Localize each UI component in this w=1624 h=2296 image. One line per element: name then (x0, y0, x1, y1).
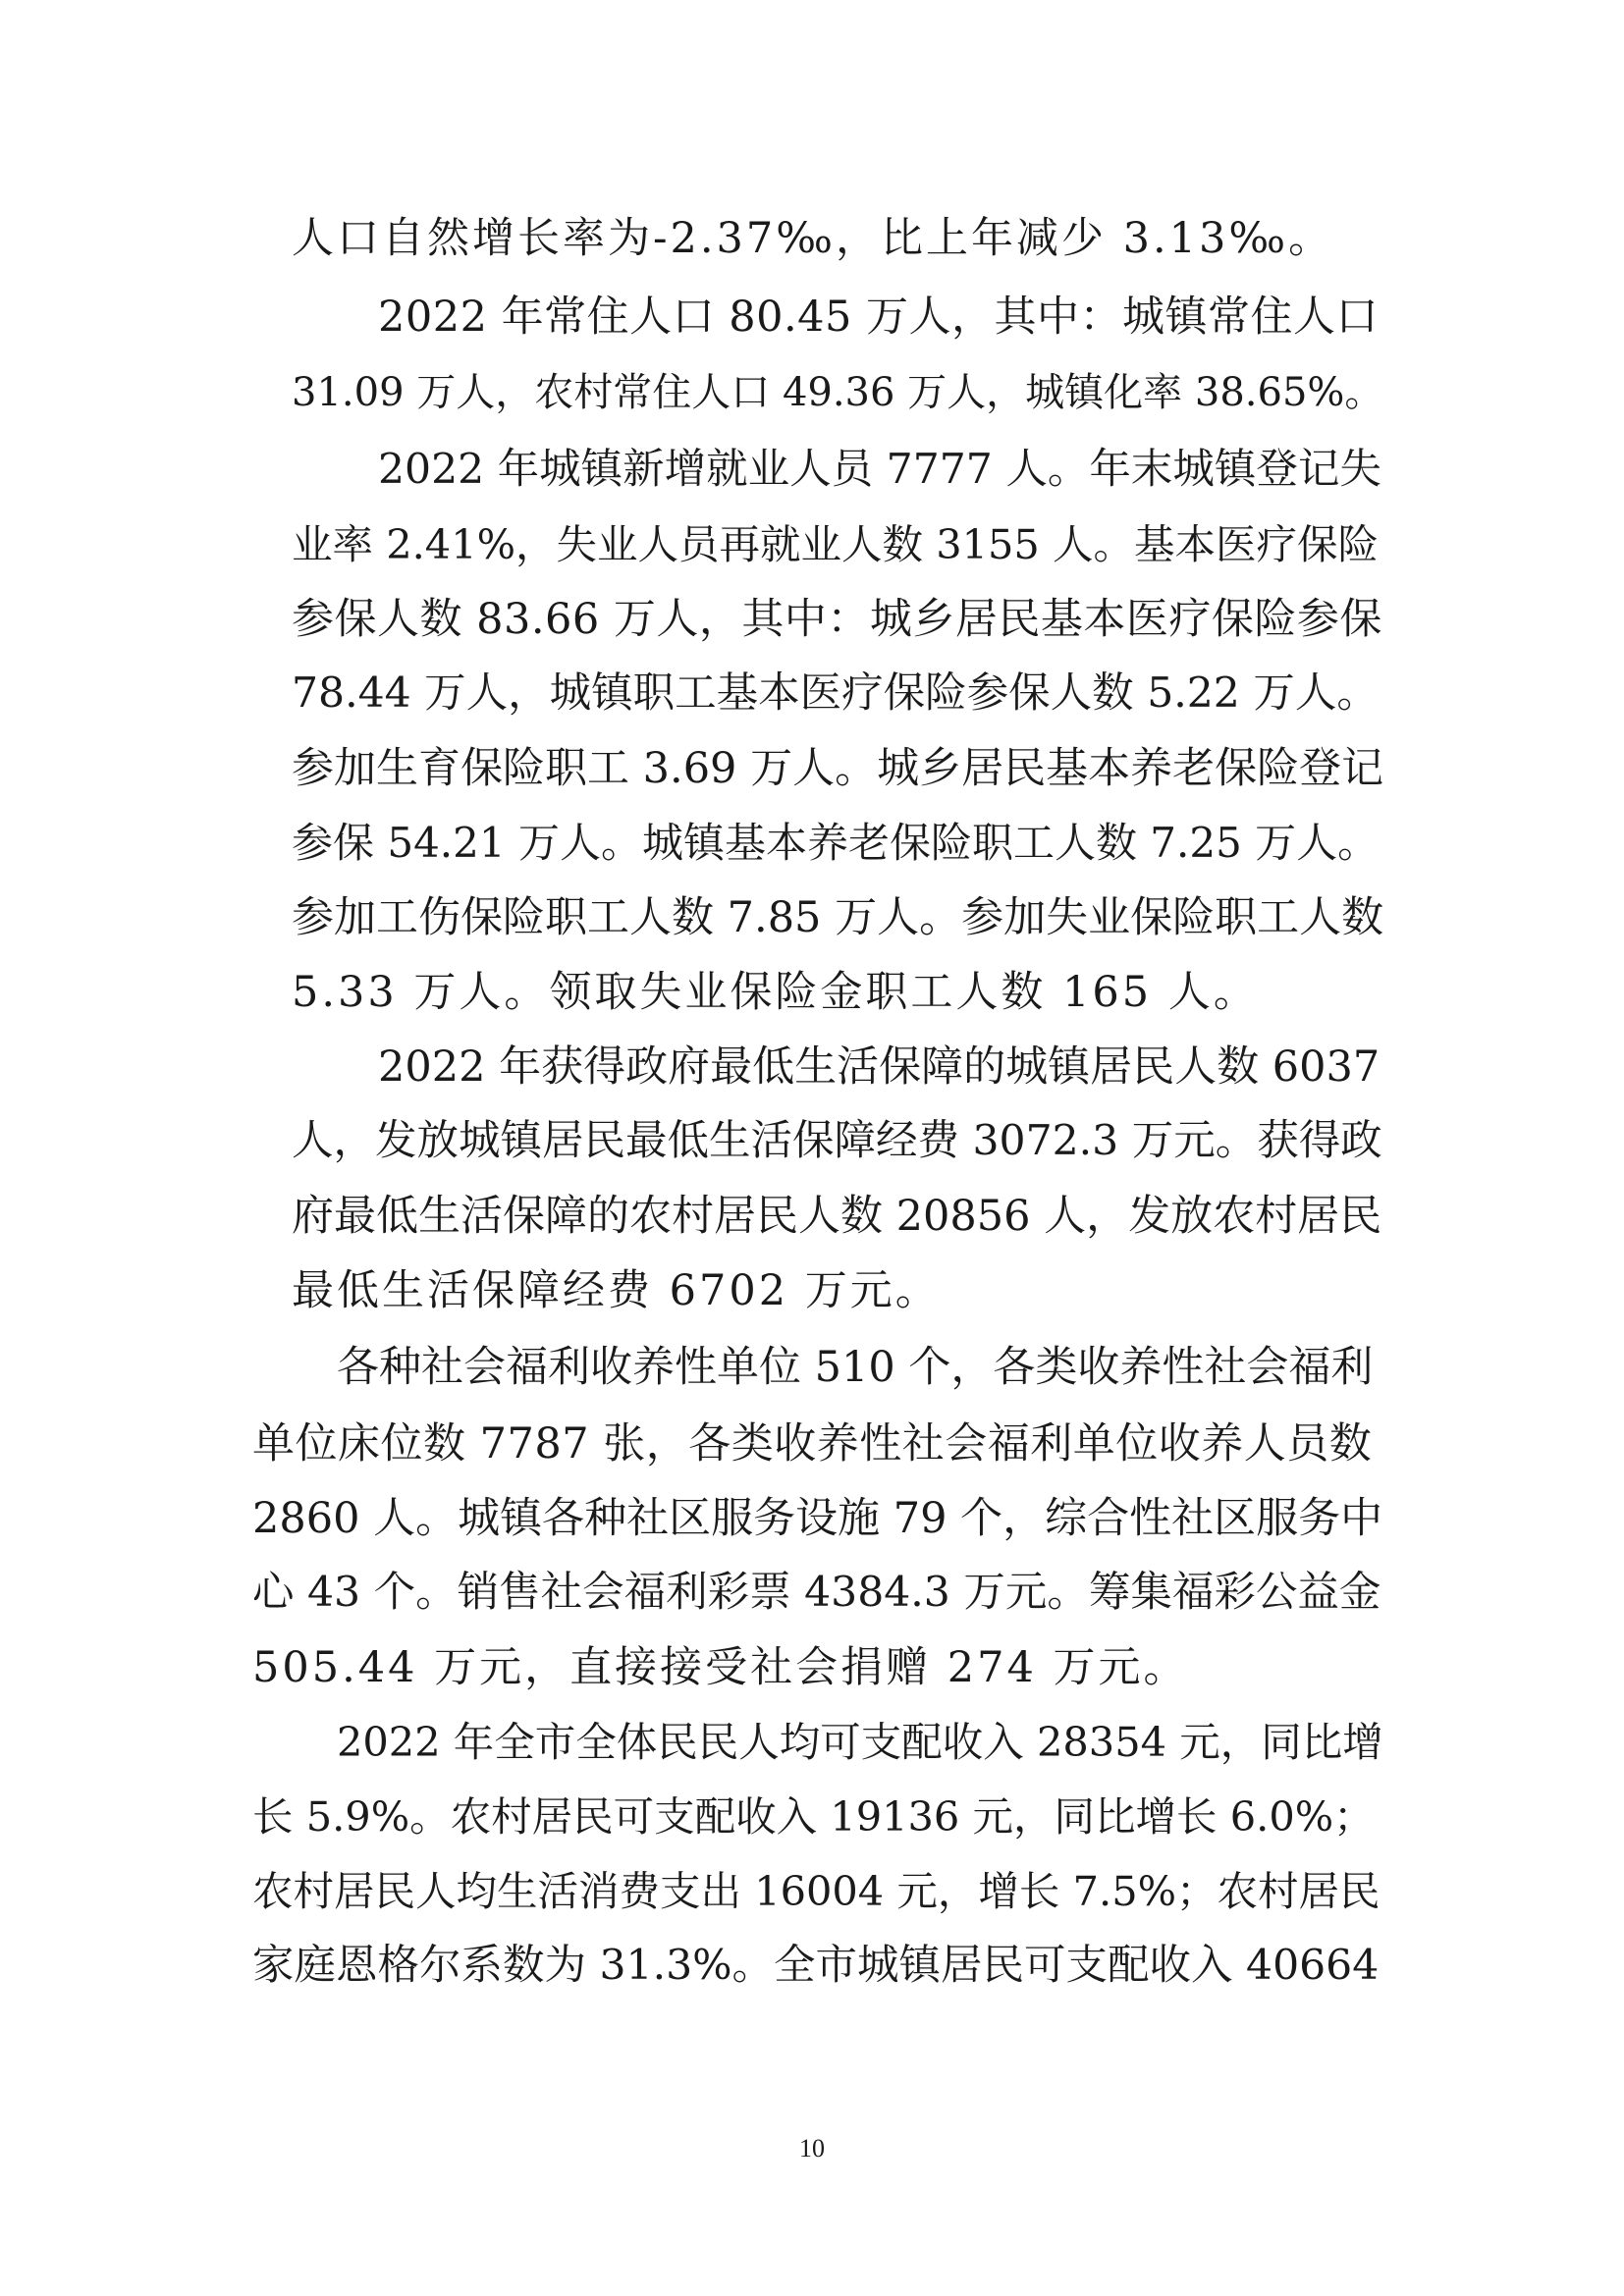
text-line-21: 2022 年全市全体民民人均可支配收入 28354 元，同比增 (337, 1718, 1383, 1766)
text-line-2: 2022 年常住人口 80.45 万人，其中：城镇常住人口 (378, 293, 1380, 342)
text-line-16: 各种社会福利收养性单位 510 个，各类收养性社会福利 (337, 1343, 1374, 1392)
text-line-7: 78.44 万人，城镇职工基本医疗保险参保人数 5.22 万人。 (292, 669, 1379, 718)
text-line-18: 2860 人。城镇各种社区服务设施 79 个，综合性社区服务中 (252, 1494, 1383, 1543)
text-line-14: 府最低生活保障的农村居民人数 20856 人，发放农村居民 (292, 1192, 1382, 1241)
text-line-6: 参保人数 83.66 万人，其中：城乡居民基本医疗保险参保 (292, 595, 1382, 644)
text-line-1: 人口自然增长率为-2.37‰，比上年减少 3.13‰。 (292, 214, 1334, 263)
text-line-10: 参加工伤保险职工人数 7.85 万人。参加失业保险职工人数 (292, 893, 1384, 942)
text-line-11: 5.33 万人。领取失业保险金职工人数 165 人。 (292, 968, 1259, 1017)
page-number: 10 (799, 2134, 825, 2163)
text-line-24: 家庭恩格尔系数为 31.3%。全市城镇居民可支配收入 40664 (252, 1942, 1380, 1990)
text-line-13: 人，发放城镇居民最低生活保障经费 3072.3 万元。获得政 (292, 1117, 1382, 1165)
text-line-15: 最低生活保障经费 6702 万元。 (292, 1266, 941, 1315)
text-line-12: 2022 年获得政府最低生活保障的城镇居民人数 6037 (378, 1042, 1380, 1092)
text-line-23: 农村居民人均生活消费支出 16004 元，增长 7.5%；农村居民 (252, 1867, 1380, 1915)
text-line-22: 长 5.9%。农村居民可支配收入 19136 元，同比增长 6.0%； (252, 1792, 1375, 1841)
text-line-9: 参保 54.21 万人。城镇基本养老保险职工人数 7.25 万人。 (292, 819, 1380, 867)
text-line-17: 单位床位数 7787 张，各类收养性社会福利单位收养人员数 (252, 1419, 1373, 1468)
text-line-20: 505.44 万元，直接接受社会捐赠 274 万元。 (252, 1643, 1189, 1692)
text-line-3: 31.09 万人，农村常住人口 49.36 万人，城镇化率 38.65%。 (292, 370, 1384, 415)
text-line-4: 2022 年城镇新增就业人员 7777 人。年末城镇登记失 (378, 446, 1381, 494)
text-line-19: 心 43 个。销售社会福利彩票 4384.3 万元。筹集福彩公益金 (252, 1569, 1381, 1617)
text-line-5: 业率 2.41%，失业人员再就业人数 3155 人。基本医疗保险 (292, 520, 1380, 568)
text-line-8: 参加生育保险职工 3.69 万人。城乡居民基本养老保险登记 (292, 744, 1384, 793)
